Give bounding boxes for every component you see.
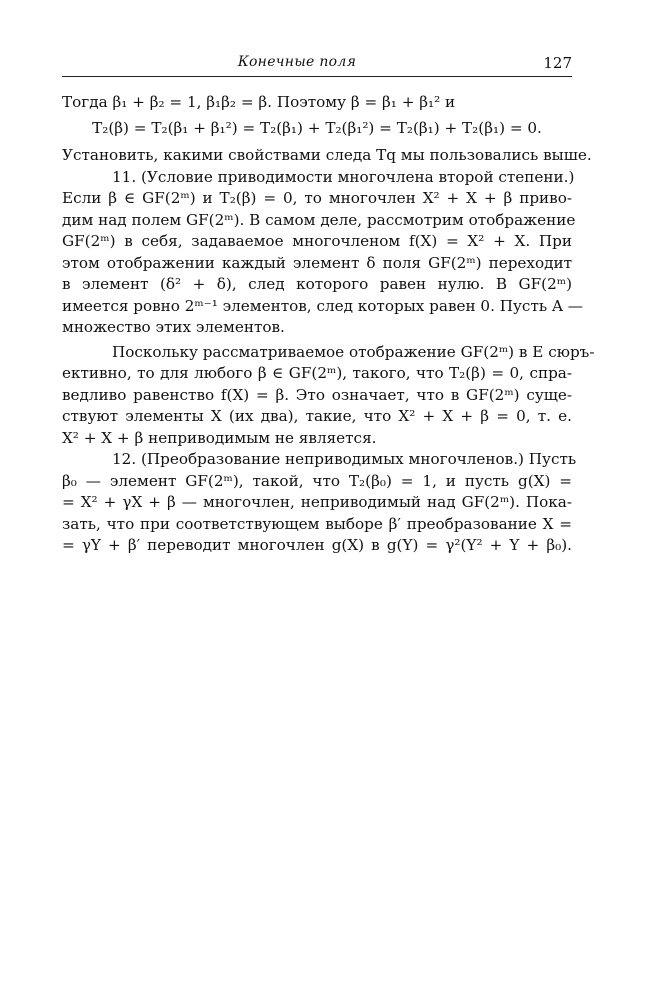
header-rule [62,76,572,77]
text-line: в элемент (δ² + δ), след которого равен нулю. В GF(2ᵐ) [62,275,572,293]
text-line: имеется ровно 2ᵐ⁻¹ элементов, след которых равен 0. Пусть A — [62,296,583,315]
text-line: X² + X + β неприводимым не является. [62,428,377,447]
text-line: = γY + β′ переводит многочлен g(X) в g(Y) = γ²(Y² + Y + β₀). [62,536,572,554]
page-body [62,92,595,557]
running-title: Конечные поля [237,54,357,70]
text-line: зать, что при соответствующем выборе β′ преобразование X = [62,514,572,533]
text-line: β₀ — элемент GF(2ᵐ), такой, что T₂(β₀) = 1, и пусть g(X) = [62,471,572,490]
page-header [62,50,572,74]
text-line: ективно, то для любого β ∈ GF(2ᵐ), такого, что T₂(β) = 0, спра- [62,364,572,382]
exercise-11-heading: 11. (Условие приводимости многочлена второй степени.) [112,167,575,186]
text-line: Установить, какими свойствами следа Tq мы пользовались выше. [62,146,592,164]
text-line: ведливо равенство f(X) = β. Это означает, что в GF(2ᵐ) суще- [62,385,572,404]
text-line: дим над полем GF(2ᵐ). В самом деле, рассмотрим отображение [62,210,576,229]
text-line: GF(2ᵐ) в себя, задаваемое многочленом f(X) = X² + X. При [62,232,572,250]
text-line: Поскольку рассматриваемое отображение GF(2ᵐ) в E сюръ- [112,342,595,361]
text-line: Если β ∈ GF(2ᵐ) и T₂(β) = 0, то многочлен X² + X + β приво- [62,189,572,207]
text-line: этом отображении каждый элемент δ поля GF(2ᵐ) переходит [62,253,572,272]
text-line: = X² + γX + β — многочлен, неприводимый над GF(2ᵐ). Пока- [62,493,572,511]
exercise-12-heading: 12. (Преобразование неприводимых многочленов.) Пусть [112,450,577,468]
display-formula: T₂(β) = T₂(β₁ + β₁²) = T₂(β₁) + T₂(β₁²) = T₂(β₁) + T₂(β₁) = 0. [92,118,542,137]
text-line: Тогда β₁ + β₂ = 1, β₁β₂ = β. Поэтому β = β₁ + β₁² и [62,93,456,111]
text-line: ствуют элементы X (их два), такие, что X² + X + β = 0, т. е. [62,407,572,425]
text-line: множество этих элементов. [62,318,285,336]
page-number: 127 [543,54,572,72]
book-page [62,50,595,554]
